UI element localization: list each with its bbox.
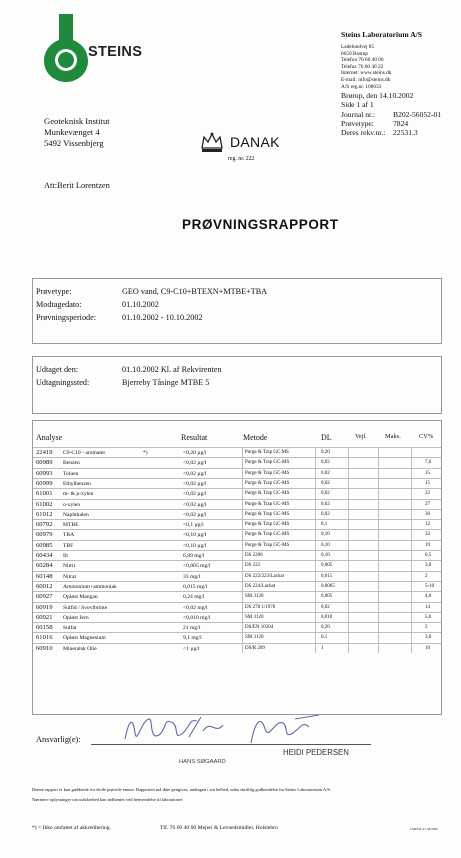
collection-info-row xyxy=(36,365,436,378)
row-method: SM 3120 xyxy=(245,635,264,641)
row-cv: 3,0 xyxy=(425,563,432,569)
row-code: 60284 xyxy=(36,562,53,570)
row-dl: 0,10 xyxy=(321,553,330,558)
row-analyte: TBF xyxy=(63,542,74,549)
table-row xyxy=(33,622,441,632)
danak-logo xyxy=(200,130,300,170)
row-result: <0,02 µg/l xyxy=(183,511,207,518)
row-analyte: o-xylen xyxy=(63,501,81,508)
row-code: 22419 xyxy=(36,449,53,456)
row-dl: 0,010 xyxy=(321,614,333,620)
header-maks: Maks. xyxy=(385,433,401,440)
row-result: <0,02 µg/l xyxy=(183,501,207,508)
row-result: <0,02 µg/l xyxy=(183,470,207,477)
row-dl: 0,02 xyxy=(321,480,330,486)
row-method: Purge & Trap GC-MS xyxy=(245,522,290,528)
row-code: 60012 xyxy=(36,582,53,590)
row-dl: 0,10 xyxy=(321,542,330,548)
row-code: 60999 xyxy=(36,479,53,487)
row-dl: 0,20 xyxy=(321,450,330,455)
row-method: Purge & Trap GC-MS xyxy=(245,542,290,548)
table-row xyxy=(33,488,441,498)
row-result: <1 µg/l xyxy=(183,645,200,652)
lab-meta xyxy=(341,91,459,137)
row-analyte: Ilt xyxy=(63,553,68,559)
flask-icon xyxy=(44,14,88,82)
row-method: DS/R 209 xyxy=(245,645,265,651)
table-row xyxy=(33,571,441,581)
row-dl: 0,02 xyxy=(321,470,330,476)
lab-address-line: Ladelundvej 85 xyxy=(341,44,375,50)
row-analyte: TBA xyxy=(63,532,75,539)
lab-address-line: 6650 Brørup xyxy=(341,50,368,57)
row-note: *) xyxy=(143,450,148,456)
row-cv: 0,5 xyxy=(425,553,432,558)
row-cv: 3,6 xyxy=(425,635,432,641)
row-cv: 30 xyxy=(425,511,430,517)
report-title: PRØVNINGSRAPPORT xyxy=(182,217,339,232)
lab-address-line: Telefon 76 60 40 00 xyxy=(341,57,384,64)
lab-address-line: Internet: www.steins.dk xyxy=(341,70,392,77)
row-result: <0,02 µg/l xyxy=(183,480,207,487)
lab-name: Steins Laboratorium A/S xyxy=(341,30,423,39)
sample-info-value: 01.10.2002 - 10.10.2002 xyxy=(122,313,203,322)
row-result: 0,24 mg/l xyxy=(183,594,205,601)
row-cv: 5-10 xyxy=(425,583,435,589)
row-method: Purge & Trap GC-MS xyxy=(245,501,290,507)
row-analyte: Sulfat xyxy=(63,625,77,632)
row-code: 61016 xyxy=(36,634,53,642)
row-code: 60158 xyxy=(36,624,53,632)
recipient-address: Geoteknisk Institut Munkevænget 4 5492 Vissenbjerg xyxy=(44,116,110,148)
row-analyte: Ethylbenzen xyxy=(63,480,91,487)
sample-info-row xyxy=(36,313,436,326)
recipient-att: Att:Berit Lorentzen xyxy=(44,181,110,190)
collection-info-value: Bjerreby Tåsinge MTBE 5 xyxy=(122,378,210,387)
journal-line: Journal nr.: B202-56052-01 xyxy=(341,109,442,119)
collection-info-label: Udtagningssted: xyxy=(36,378,90,387)
row-result: <0,02 µg/l xyxy=(183,460,207,467)
handwritten-signature xyxy=(119,711,359,749)
signer-name-1: HANS SØGAARD xyxy=(179,759,226,765)
table-row xyxy=(33,519,441,529)
row-code: 60921 xyxy=(36,613,53,621)
row-result: 33 mg/l xyxy=(183,573,201,580)
row-cv: 15 xyxy=(425,480,430,486)
row-method: Purge & Trap GC MS xyxy=(245,450,289,455)
row-result: <0,10 µg/l xyxy=(183,542,207,549)
row-cv: 12 xyxy=(425,522,430,528)
steins-logo xyxy=(44,14,154,84)
logo-text: STEINS xyxy=(88,44,143,60)
table-row xyxy=(33,540,441,550)
row-method: DS 278 1/1976 xyxy=(245,604,276,610)
row-result: <0,005 mg/l xyxy=(183,563,211,570)
lab-address-line: Telefax 76 60 40 22 xyxy=(341,63,384,70)
header-vejl: Vejl. xyxy=(355,433,367,440)
lab-address xyxy=(341,44,459,90)
footer-uncertainty: Nærmere oplysninger om usikkerhed kan indhentes ved henvendelse til laboratoriet xyxy=(32,797,183,802)
collection-info-box xyxy=(32,356,442,414)
row-analyte: Toluen xyxy=(63,470,79,477)
danak-text: DANAK xyxy=(230,134,280,150)
row-analyte: Opløst Magnesium xyxy=(63,635,106,642)
row-cv: 4,0 xyxy=(425,594,432,600)
row-analyte: Opløst Mangan xyxy=(63,594,98,601)
row-code: 60985 xyxy=(36,541,53,549)
row-analyte: Naphthalen xyxy=(63,511,89,518)
sample-info-box xyxy=(32,278,442,344)
page-number: Side 1 af 1 xyxy=(341,100,374,110)
row-dl: 0,20 xyxy=(321,625,330,631)
crown-icon xyxy=(200,130,224,154)
row-analyte: Nitrat xyxy=(63,573,77,580)
row-cv: 19 xyxy=(425,542,430,548)
row-method: Purge & Trap GC-MS xyxy=(245,480,290,486)
header-cv: CV% xyxy=(419,433,434,440)
lab-address-line: E-mail: info@steins.dk xyxy=(341,76,391,83)
row-analyte: m- & p-xylen xyxy=(63,491,94,498)
row-dl: 0,02 xyxy=(321,491,330,497)
header-analyse: Analyse xyxy=(36,433,63,442)
row-analyte: C9-C10 - aromater xyxy=(63,450,106,456)
row-method: DS 222/223/Lachat xyxy=(245,573,285,579)
header-dl: DL xyxy=(321,433,332,442)
row-result: <0,010 mg/l xyxy=(183,614,211,621)
row-analyte: Mineralsk Olie xyxy=(63,645,97,652)
row-dl: 0,015 xyxy=(321,573,333,579)
header-resultat: Resultat xyxy=(181,433,208,442)
row-code: 60910 xyxy=(36,644,53,652)
row-cv: 10 xyxy=(425,645,430,651)
table-row xyxy=(33,468,441,478)
row-analyte: Benzen xyxy=(63,460,80,467)
sample-info-label: Prøvningsperiode: xyxy=(36,313,97,322)
row-result: <0,02 µg/l xyxy=(183,491,207,498)
row-method: SM 3120 xyxy=(245,614,264,620)
row-code: 60979 xyxy=(36,531,53,539)
sample-info-value: 01.10.2002 xyxy=(122,300,159,309)
row-dl: 0,02 xyxy=(321,604,330,610)
row-analyte: MTBE xyxy=(63,522,79,529)
row-code: 60989 xyxy=(36,459,53,467)
row-dl: 0,0065 xyxy=(321,583,335,589)
row-code: 60993 xyxy=(36,469,53,477)
reference-line: Deres rekv.nr.: 22531.3 xyxy=(341,128,418,138)
row-result: <0,1 µg/l xyxy=(183,522,204,529)
row-code: 60148 xyxy=(36,572,53,580)
row-code: 60792 xyxy=(36,521,53,529)
row-cv: 32 xyxy=(425,532,430,538)
header-metode: Metode xyxy=(243,433,268,442)
row-cv: 15 xyxy=(425,470,430,476)
sample-info-label: Prøvetype: xyxy=(36,287,72,296)
row-result: <0,02 mg/l xyxy=(183,604,208,611)
row-analyte: Ammonium+ammoniak xyxy=(63,583,117,590)
results-table xyxy=(32,420,442,765)
row-result: <0,20 µg/l xyxy=(183,450,207,456)
row-method: DS 2206 xyxy=(245,553,263,558)
row-dl: 0,02 xyxy=(321,460,330,466)
table-row xyxy=(33,602,441,612)
row-analyte: Opløst Jern xyxy=(63,614,89,621)
row-result: 9,1 mg/l xyxy=(183,635,202,642)
row-analyte: Sulfid / Svovlbrinte xyxy=(63,604,108,611)
collection-info-value: 01.10.2002 Kl. af Rekvirenten xyxy=(122,365,222,374)
footer-note: *) = Ikke omfattet af akkreditering. xyxy=(32,825,111,831)
row-method: DS/EN 10304 xyxy=(245,625,274,631)
row-analyte: Nitrit xyxy=(63,563,76,570)
table-row xyxy=(33,457,441,467)
table-row xyxy=(33,478,441,488)
sample-info-value: GEO vand, C9-C10+BTEXN+MTBE+TBA xyxy=(122,287,268,296)
row-result: 21 mg/l xyxy=(183,625,201,632)
collection-info-row xyxy=(36,378,436,391)
row-dl: 1 xyxy=(321,645,324,651)
row-method: Purge & Trap GC-MS xyxy=(245,511,290,517)
row-dl: 0,10 xyxy=(321,532,330,538)
row-result: <0,10 µg/l xyxy=(183,532,207,539)
sample-info-row xyxy=(36,300,436,313)
row-dl: 0,02 xyxy=(321,501,330,507)
signature-label: Ansvarlig(e): xyxy=(36,735,81,744)
table-row xyxy=(33,581,441,591)
row-result: 6,89 mg/l xyxy=(183,553,205,559)
sample-info-row xyxy=(36,287,436,300)
row-code: 60434 xyxy=(36,552,53,559)
signer-name-2: HEIDI PEDERSEN xyxy=(283,748,349,757)
row-method: Purge & Trap GC-MS xyxy=(245,532,290,538)
row-code: 61012 xyxy=(36,510,53,518)
footer-code: CSR/TIL 2.1 08 2002 xyxy=(410,827,438,831)
row-cv: 14 xyxy=(425,604,430,610)
footer-phone: Tlf. 76 60 40 00 Mejeri & Levnedsmidler, Holstebro xyxy=(160,825,278,831)
sample-info-label: Modtagedato: xyxy=(36,300,82,309)
table-row xyxy=(33,643,441,653)
row-cv: 27 xyxy=(425,501,430,507)
danak-reg: reg. nr. 222 xyxy=(228,156,255,162)
row-cv: 2 xyxy=(425,625,428,631)
row-dl: 0,1 xyxy=(321,635,328,641)
table-body xyxy=(33,447,441,653)
row-method: SM 3120 xyxy=(245,594,264,600)
row-code: 61001 xyxy=(36,490,53,498)
lab-address-line: A/S reg.nr. 108633 xyxy=(341,83,382,90)
row-cv: 2 xyxy=(425,573,428,579)
row-dl: 0,02 xyxy=(321,511,330,517)
table-header xyxy=(33,433,441,447)
row-code: 60919 xyxy=(36,603,53,611)
table-row xyxy=(33,591,441,601)
table-row xyxy=(33,509,441,519)
report-date: Brørup, den 14.10.2002 xyxy=(341,91,414,101)
table-row xyxy=(33,560,441,570)
row-cv: 22 xyxy=(425,491,430,497)
row-code: 61002 xyxy=(36,500,53,508)
collection-info-label: Udtaget den: xyxy=(36,365,79,374)
row-method: DS 224/Lachat xyxy=(245,583,276,589)
row-dl: 0,1 xyxy=(321,522,328,528)
table-row xyxy=(33,550,441,560)
row-method: DS 222 xyxy=(245,563,261,569)
row-code: 60927 xyxy=(36,593,53,601)
row-result: 0,015 mg/l xyxy=(183,583,208,590)
row-method: Purge & Trap GC-MS xyxy=(245,491,290,497)
row-dl: 0,005 xyxy=(321,563,333,569)
table-row xyxy=(33,529,441,539)
row-cv: 5,0 xyxy=(425,614,432,620)
row-dl: 0,005 xyxy=(321,594,333,600)
lab-block xyxy=(341,30,459,138)
row-cv: 7,6 xyxy=(425,460,432,466)
provetype-line: Prøvetype: 7824 xyxy=(341,119,409,129)
table-row xyxy=(33,499,441,509)
table-row xyxy=(33,632,441,642)
table-row xyxy=(33,447,441,457)
table-row xyxy=(33,612,441,622)
footer-disclaimer: Denne rapport er kun gældende for de/de prøvede emner. Rapporten må ikke gengives, undtagen i sin helhed, uden skriftlig godkendelse fra Steins Laboratorium A/S. xyxy=(32,787,332,792)
row-method: Purge & Trap GC-MS xyxy=(245,460,290,466)
row-method: Purge & Trap GC-MS xyxy=(245,470,290,476)
